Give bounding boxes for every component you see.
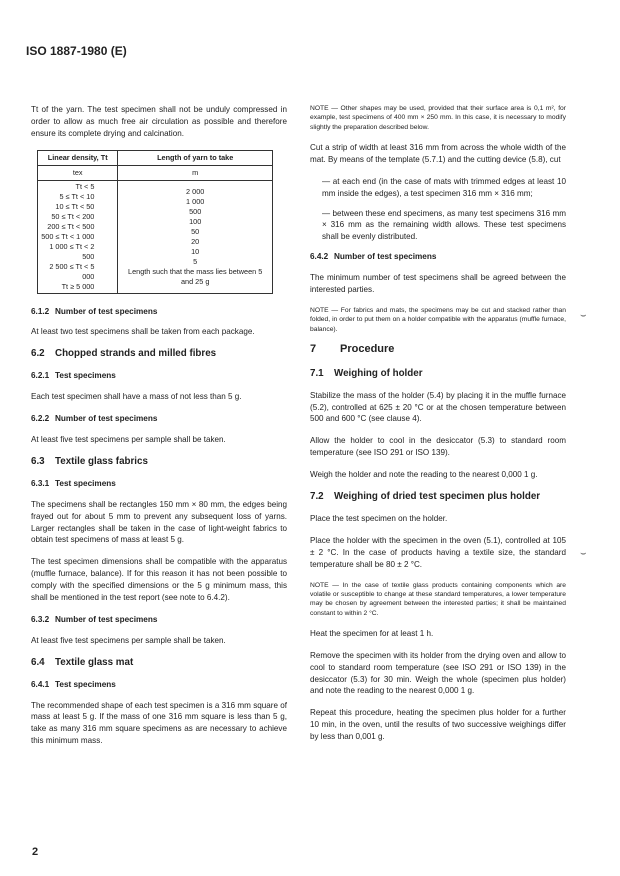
paragraph-6-2-2: At least five test specimens per sample shall be taken. <box>31 434 226 444</box>
paragraph-7-2-b: Place the holder with the specimen in the oven (5.1), controlled at 105 ± 2 °C. In the case of products having a textile size, the standard temperature shall be 80 ± 2 °C. <box>310 535 566 569</box>
paragraph-7-2-d: Remove the specimen with its holder from the drying oven and allow to cool to standard room temperature (see ISO 291 or ISO 139) in the desiccator (5.3) for 30 min. Weigh the whole (specimen plus holder) and note the reading to the nearest 0,000 1 g. <box>310 650 566 696</box>
paragraph-6-1-2: At least two test specimens shall be taken from each package. <box>31 327 255 337</box>
table-ranges-cell <box>38 180 118 293</box>
paragraph-6-3-2: At least five test specimens per sample shall be taken. <box>31 635 226 645</box>
note-textile-volatile: NOTE — In the case of textile glass products containing components which are volatile or susceptible to change at these standard temperatures, a lower temperature may be chosen by agreement between the interested parties; it shall be maintained constant to within 2 °C. <box>310 581 566 617</box>
table-unit-tex: tex <box>38 165 118 180</box>
heading-6-2: 6.2 Chopped strands and milled fibres <box>31 348 217 360</box>
table-unit-m: m <box>118 165 273 180</box>
table-length-value: Length such that the mass lies between 5 and 25 g <box>128 266 263 286</box>
table-header-length: Length of yarn to take <box>118 150 273 165</box>
heading-6-2-1: 6.2.1 Test specimens <box>31 371 116 381</box>
paragraph-6-3-1-b: The test specimen dimensions shall be compatible with the apparatus (muffle furnace, balance). If for this reason it has not been possible to comply with the specified dimensions or the 5 g minimum mass, this shall be mentioned in the test report (see note to 6.4.2). <box>31 557 287 603</box>
table-length-value: 10 <box>191 246 200 256</box>
heading-6-3-2: 6.3.2 Number of test specimens <box>31 614 158 624</box>
paragraph-6-4-1: The recommended shape of each test specimen is a 316 mm square of mass at least 5 g. If the mass of one 316 mm square is less than 5 g, take as many 316 mm square specimens as are necessary to achieve this minimum mass. <box>31 700 287 746</box>
intro-paragraph: Tt of the yarn. The test specimen shall not be unduly compressed in order to allow as much free air circulation as possible and therefore ensure its complete drying and calcination. <box>31 105 287 138</box>
table-header-linear-density: Linear density, Tt <box>38 150 118 165</box>
margin-mark: ⌣ <box>580 548 587 559</box>
table-length-value: 1 000 <box>186 196 205 206</box>
paragraph-7-2-e: Repeat this procedure, heating the specimen plus holder for a further 10 min, in the oven, until the results of two successive weighings differ by less than 0,001 g. <box>310 708 566 742</box>
paragraph-7-1-c: Weigh the holder and note the reading to the nearest 0,000 1 g. <box>310 470 538 480</box>
heading-7: 7 Procedure <box>310 342 395 355</box>
paragraph-cut-strip: Cut a strip of width at least 316 mm from across the whole width of the mat. By means of the template (5.7.1) and the cutting device (5.8), cut <box>310 142 566 164</box>
heading-6-4: 6.4 Textile glass mat <box>31 656 134 668</box>
heading-6-3-1: 6.3.1 Test specimens <box>31 478 116 488</box>
document-header: ISO 1887-1980 (E) <box>26 44 127 58</box>
table-range-value: 1 000 ≤ Tt < 2 500 <box>49 241 95 261</box>
heading-6-2-2: 6.2.2 Number of test specimens <box>31 414 158 424</box>
table-range-value: 50 ≤ Tt < 200 <box>51 211 95 221</box>
table-range-value: Tt ≥ 5 000 <box>61 281 95 291</box>
note-other-shapes: NOTE — Other shapes may be used, provided that their surface area is 0,1 m², for example, test specimens of 400 mm × 250 mm. In this case, it is necessary to modify slightly the preparation described below. <box>310 105 566 131</box>
table-range-value: 10 ≤ Tt < 50 <box>55 201 95 211</box>
heading-7-1: 7.1 Weighing of holder <box>310 367 423 379</box>
heading-6-4-1: 6.4.1 Test specimens <box>31 679 116 689</box>
dash-item-between-specimens: — between these end specimens, as many test specimens 316 mm × 316 mm as the remaining width allows. These test specimens shall be evenly distributed. <box>322 208 566 242</box>
table-length-value: 5 <box>193 256 198 266</box>
table-length-value: 500 <box>189 206 202 216</box>
paragraph-6-2-1: Each test specimen shall have a mass of not less than 5 g. <box>31 392 242 402</box>
table-range-value: 2 500 ≤ Tt < 5 000 <box>49 261 95 281</box>
table-length-value: 100 <box>189 216 202 226</box>
right-column <box>310 104 566 753</box>
paragraph-6-4-2: The minimum number of test specimens shall be agreed between the interested parties. <box>310 273 566 295</box>
table-length-value: 50 <box>191 226 200 236</box>
paragraph-6-3-1-a: The specimens shall be rectangles 150 mm × 80 mm, the edges being frayed out for about 5 mm to prevent any subsequent loss of yarns. Larger rectangles shall be taken in the case of light-weight fabrics to obtain test specimens of mass at least 5 g. <box>31 499 287 545</box>
paragraph-7-2-a: Place the test specimen on the holder. <box>310 514 448 523</box>
paragraph-7-2-c: Heat the specimen for at least 1 h. <box>310 628 434 638</box>
heading-6-3: 6.3 Textile glass fabrics <box>31 455 148 467</box>
table-length-value: 20 <box>191 236 200 246</box>
heading-6-1-2: 6.1.2 Number of test specimens <box>31 306 158 316</box>
paragraph-7-1-b: Allow the holder to cool in the desiccator (5.3) to standard room temperature (see ISO 291 or ISO 139). <box>310 436 566 458</box>
margin-mark: ⌣ <box>580 310 587 321</box>
left-column <box>31 104 287 757</box>
heading-7-2: 7.2 Weighing of dried test specimen plus holder <box>310 491 541 503</box>
dash-item-end-specimens: — at each end (in the case of mats with trimmed edges at least 10 mm inside the edges), a test specimen 316 mm × 316 mm; <box>322 176 566 198</box>
table-range-value: Tt < 5 <box>75 181 95 191</box>
table-range-value: 5 ≤ Tt < 10 <box>59 191 95 201</box>
note-fabrics-mats: NOTE — For fabrics and mats, the specimens may be cut and stacked rather than folded, in order to put them on a holder compatible with the apparatus (muffle furnace, balance). <box>310 306 566 333</box>
table-range-value: 200 ≤ Tt < 500 <box>47 221 95 231</box>
yarn-length-table <box>37 150 273 294</box>
table-length-value: 2 000 <box>186 186 205 196</box>
table-range-value: 500 ≤ Tt < 1 000 <box>41 231 95 241</box>
table-lengths-cell <box>118 180 273 293</box>
heading-6-4-2: 6.4.2 Number of test specimens <box>310 252 437 262</box>
paragraph-7-1-a: Stabilize the mass of the holder (5.4) by placing it in the muffle furnace (5.2), controlled at 625 ± 20 °C or at the chosen temperature between 500 and 600 °C (see clause 4). <box>310 390 566 424</box>
page-number: 2 <box>32 846 39 858</box>
